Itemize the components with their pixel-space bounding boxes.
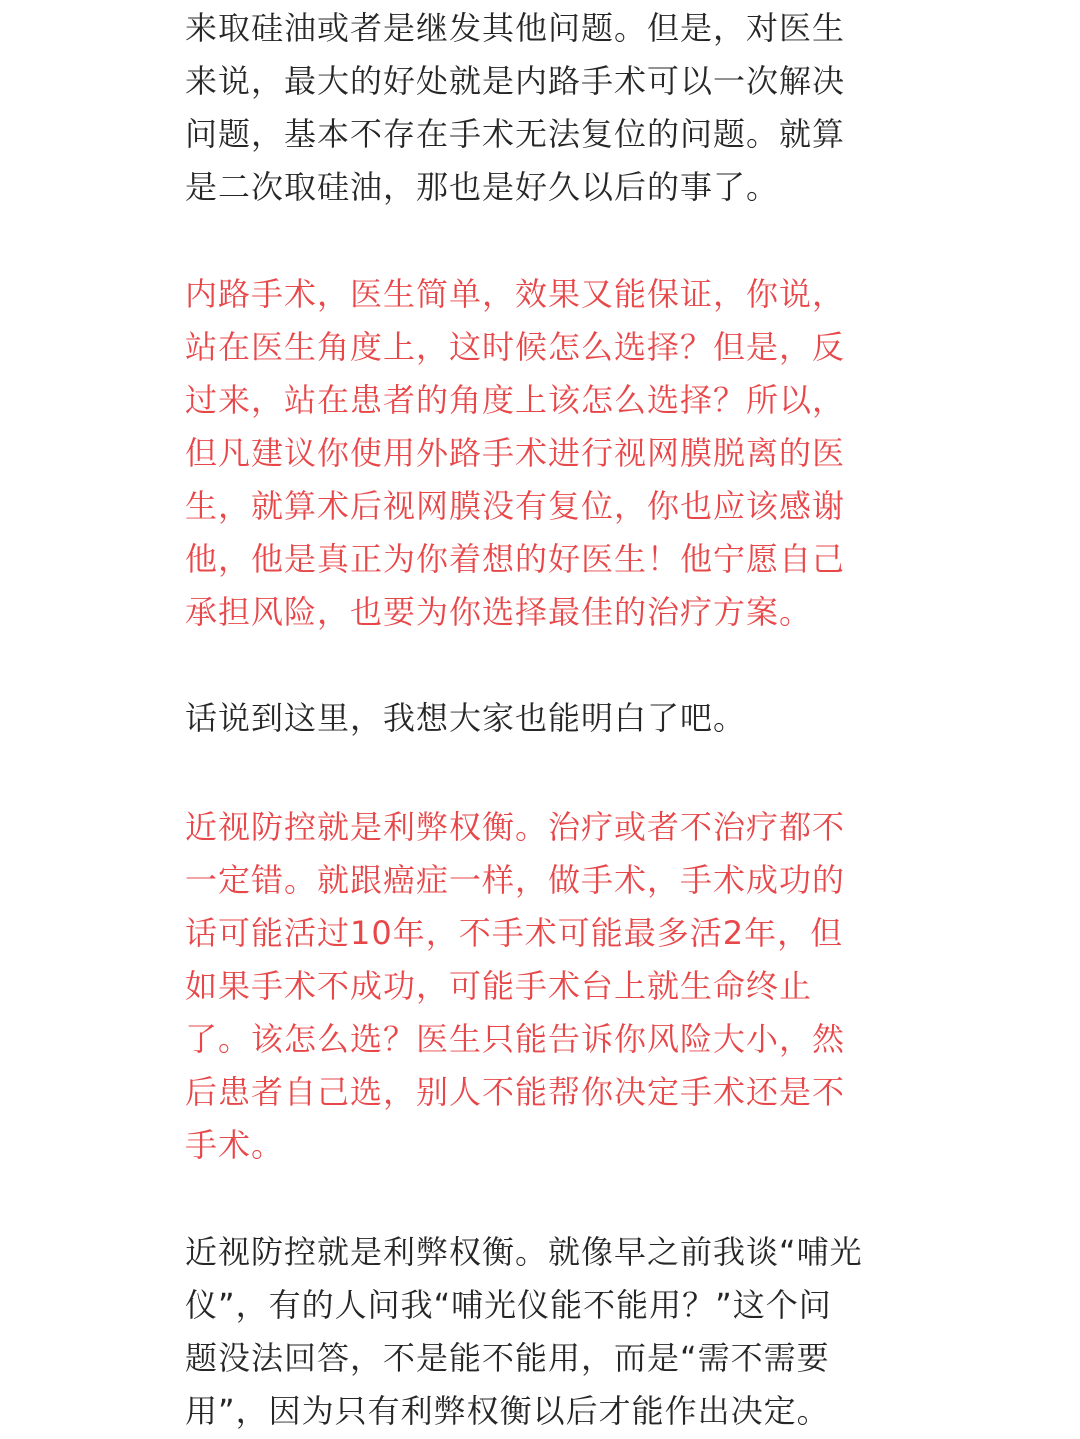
- paragraph-line: 站在医生角度上，这时候怎么选择？但是，反: [185, 328, 846, 366]
- paragraph-line: 内路手术，医生简单，效果又能保证，你说，: [185, 275, 846, 313]
- paragraph-line: 后患者自己选，别人不能帮你决定手术还是不: [185, 1073, 846, 1111]
- paragraph-line: 手术。: [185, 1126, 285, 1164]
- paragraph-line: 承担风险，也要为你选择最佳的治疗方案。: [185, 593, 813, 631]
- paragraph-1: [185, 2, 845, 214]
- paragraph-line: 来说，最大的好处就是内路手术可以一次解决: [185, 62, 846, 100]
- paragraph-line: 仪”，有的人问我“哺光仪能不能用？”这个问: [185, 1286, 832, 1324]
- paragraph-line: 如果手术不成功，可能手术台上就生命终止: [185, 967, 813, 1005]
- paragraph-line: 过来，站在患者的角度上该怎么选择？所以，: [185, 381, 846, 419]
- paragraph-line: 一定错。就跟癌症一样，做手术，手术成功的: [185, 861, 846, 899]
- paragraph-line: 用”，因为只有利弊权衡以后才能作出决定。: [185, 1392, 830, 1430]
- paragraph-line: 近视防控就是利弊权衡。就像早之前我谈“哺光: [185, 1233, 863, 1271]
- paragraph-line: 话可能活过10年，不手术可能最多活2年，但: [185, 914, 844, 952]
- paragraph-2-highlight: [185, 268, 845, 639]
- paragraph-line: 问题，基本不存在手术无法复位的问题。就算: [185, 115, 846, 153]
- paragraph-line: 是二次取硅油，那也是好久以后的事了。: [185, 168, 780, 206]
- paragraph-line: 他，他是真正为你着想的好医生！他宁愿自己: [185, 540, 846, 578]
- paragraph-3: [185, 692, 746, 745]
- paragraph-line: 近视防控就是利弊权衡。治疗或者不治疗都不: [185, 808, 846, 846]
- paragraph-line: 了。该怎么选？医生只能告诉你风险大小，然: [185, 1020, 846, 1058]
- paragraph-line: 题没法回答，不是能不能用，而是“需不需要: [185, 1339, 830, 1377]
- paragraph-line: 生，就算术后视网膜没有复位，你也应该感谢: [185, 487, 846, 525]
- paragraph-line: 话说到这里，我想大家也能明白了吧。: [185, 699, 747, 737]
- paragraph-line: 但凡建议你使用外路手术进行视网膜脱离的医: [185, 434, 846, 472]
- paragraph-line: 来取硅油或者是继发其他问题。但是，对医生: [185, 9, 846, 47]
- paragraph-5: [185, 1226, 863, 1438]
- paragraph-4-highlight: [185, 801, 845, 1172]
